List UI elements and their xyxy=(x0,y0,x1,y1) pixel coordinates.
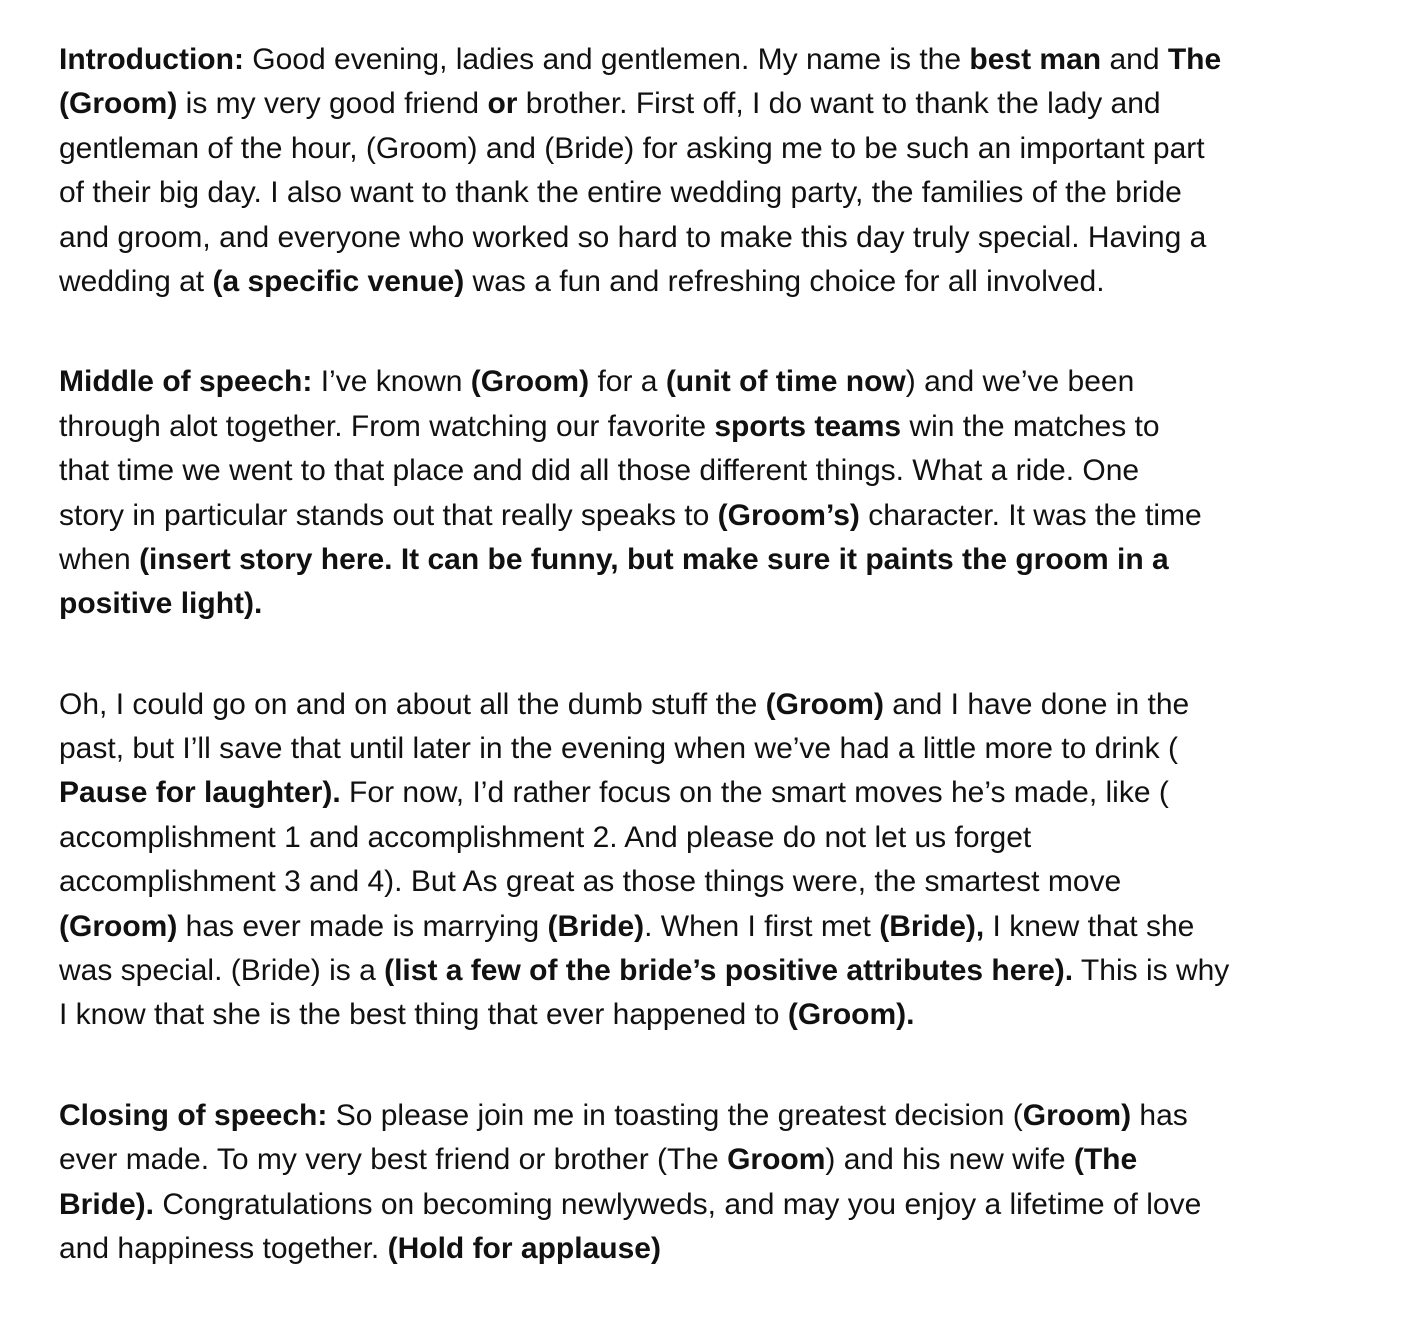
text-run: accomplishment 1 and accomplishment 2. And please do not let us forget xyxy=(59,820,1032,854)
text-run-bold: or xyxy=(487,87,518,121)
text-run: ever made. To my very best friend or brother (The xyxy=(59,1143,728,1177)
text-line xyxy=(59,993,1339,1037)
text-run: was special. (Bride) is a xyxy=(59,954,385,988)
text-run-bold: (The xyxy=(1073,1143,1138,1177)
text-line xyxy=(59,538,1339,582)
text-line xyxy=(59,1227,1339,1271)
text-run: brother. First off, I do want to thank the lady and xyxy=(517,87,1161,121)
text-run: and I have done in the xyxy=(883,687,1190,721)
text-run: This is why xyxy=(1073,954,1230,988)
text-run: I’ve known xyxy=(312,365,471,399)
section-heading-middle-of-speech: Middle of speech: xyxy=(59,365,313,399)
paragraph-introduction xyxy=(59,38,1339,304)
text-line xyxy=(59,1138,1339,1182)
text-run: and happiness together. xyxy=(59,1231,388,1265)
text-line xyxy=(59,860,1339,904)
text-run: For now, I’d rather focus on the smart moves he’s made, like ( xyxy=(340,776,1169,810)
text-run-bold: (Bride), xyxy=(879,909,985,943)
text-line xyxy=(59,683,1339,727)
text-line xyxy=(59,82,1339,126)
text-run-bold: The xyxy=(1167,43,1222,76)
text-run: . When I first met xyxy=(644,909,880,943)
text-run-bold: (insert story here. It can be funny, but make sure it paints the groom in a xyxy=(139,542,1169,576)
text-run: is my very good friend xyxy=(177,87,488,121)
text-run: has ever made is marrying xyxy=(177,909,548,943)
text-run-bold: Groom xyxy=(727,1143,826,1177)
section-heading-closing-of-speech: Closing of speech: xyxy=(59,1098,328,1132)
text-run-bold: (Groom). xyxy=(787,998,915,1032)
text-run-bold: positive light). xyxy=(59,587,263,621)
text-run: Good evening, ladies and gentlemen. My name is the xyxy=(243,43,970,76)
text-run: when xyxy=(59,542,140,576)
text-run: was a fun and refreshing choice for all involved. xyxy=(464,264,1105,298)
text-run: win the matches to xyxy=(901,409,1160,443)
paragraph-accomplishments xyxy=(59,683,1339,1038)
text-run: gentleman of the hour, (Groom) and (Bride) for asking me to be such an important part xyxy=(59,131,1205,165)
text-run: Oh, I could go on and on about all the dumb stuff the xyxy=(59,687,766,721)
text-run: that time we went to that place and did all those different things. What a ride. One xyxy=(59,454,1140,488)
text-run-bold: (Groom) xyxy=(59,909,178,943)
text-line xyxy=(59,216,1339,260)
text-run-bold: Pause for laughter). xyxy=(59,776,341,810)
text-line xyxy=(59,949,1339,993)
text-line xyxy=(59,1183,1339,1227)
text-line xyxy=(59,360,1339,404)
text-run: Congratulations on becoming newlyweds, and may you enjoy a lifetime of love xyxy=(154,1187,1202,1221)
text-run: accomplishment 3 and 4). But As great as those things were, the smartest move xyxy=(59,865,1122,899)
text-run-bold: sports teams xyxy=(714,409,902,443)
text-run: I knew that she xyxy=(984,909,1195,943)
text-line xyxy=(59,1094,1339,1138)
text-run: wedding at xyxy=(59,264,213,298)
text-run-bold: (Bride) xyxy=(547,909,645,943)
text-line xyxy=(59,38,1339,82)
text-run-bold: (Groom) xyxy=(765,687,884,721)
text-line xyxy=(59,405,1339,449)
text-run: and groom, and everyone who worked so hard to make this day truly special. Having a xyxy=(59,220,1207,254)
paragraph-middle-of-speech xyxy=(59,360,1339,626)
text-line xyxy=(59,582,1339,626)
text-run: for a xyxy=(589,365,666,399)
text-run: story in particular stands out that really speaks to xyxy=(59,498,718,532)
text-line xyxy=(59,771,1339,815)
text-run: So please join me in toasting the greatest decision ( xyxy=(327,1098,1023,1132)
text-run: of their big day. I also want to thank the entire wedding party, the families of the bride xyxy=(59,176,1182,210)
text-line xyxy=(59,260,1339,304)
text-run: and xyxy=(1101,43,1168,76)
text-run-bold: Bride). xyxy=(59,1187,155,1221)
text-run: I know that she is the best thing that ever happened to xyxy=(59,998,788,1032)
text-run: has xyxy=(1131,1098,1188,1132)
text-line xyxy=(59,727,1339,771)
text-run-bold: (Groom’s) xyxy=(717,498,860,532)
section-heading-introduction: Introduction: xyxy=(59,43,244,76)
text-line xyxy=(59,816,1339,860)
text-run: through alot together. From watching our favorite xyxy=(59,409,715,443)
text-run-bold: Groom) xyxy=(1022,1098,1132,1132)
text-run: character. It was the time xyxy=(859,498,1202,532)
text-run-bold: (unit of time now xyxy=(665,365,906,399)
text-run: past, but I’ll save that until later in the evening when we’ve had a little more to drink ( xyxy=(59,732,1178,766)
text-run-bold: (Groom) xyxy=(470,365,590,399)
text-run-bold: (list a few of the bride’s positive attributes here). xyxy=(384,954,1074,988)
text-run-bold: (Groom) xyxy=(59,87,178,121)
text-line xyxy=(59,494,1339,538)
text-run: ) and his new wife xyxy=(825,1143,1074,1177)
text-line xyxy=(59,171,1339,215)
text-run-bold: best man xyxy=(969,43,1102,76)
text-run-bold: (a specific venue) xyxy=(212,264,465,298)
text-run: ) and we’ve been xyxy=(905,365,1135,399)
text-line xyxy=(59,449,1339,493)
paragraph-closing-of-speech xyxy=(59,1094,1339,1272)
text-run-bold: (Hold for applause) xyxy=(387,1231,661,1265)
document-page xyxy=(59,38,1339,1327)
text-line xyxy=(59,905,1339,949)
text-line xyxy=(59,127,1339,171)
